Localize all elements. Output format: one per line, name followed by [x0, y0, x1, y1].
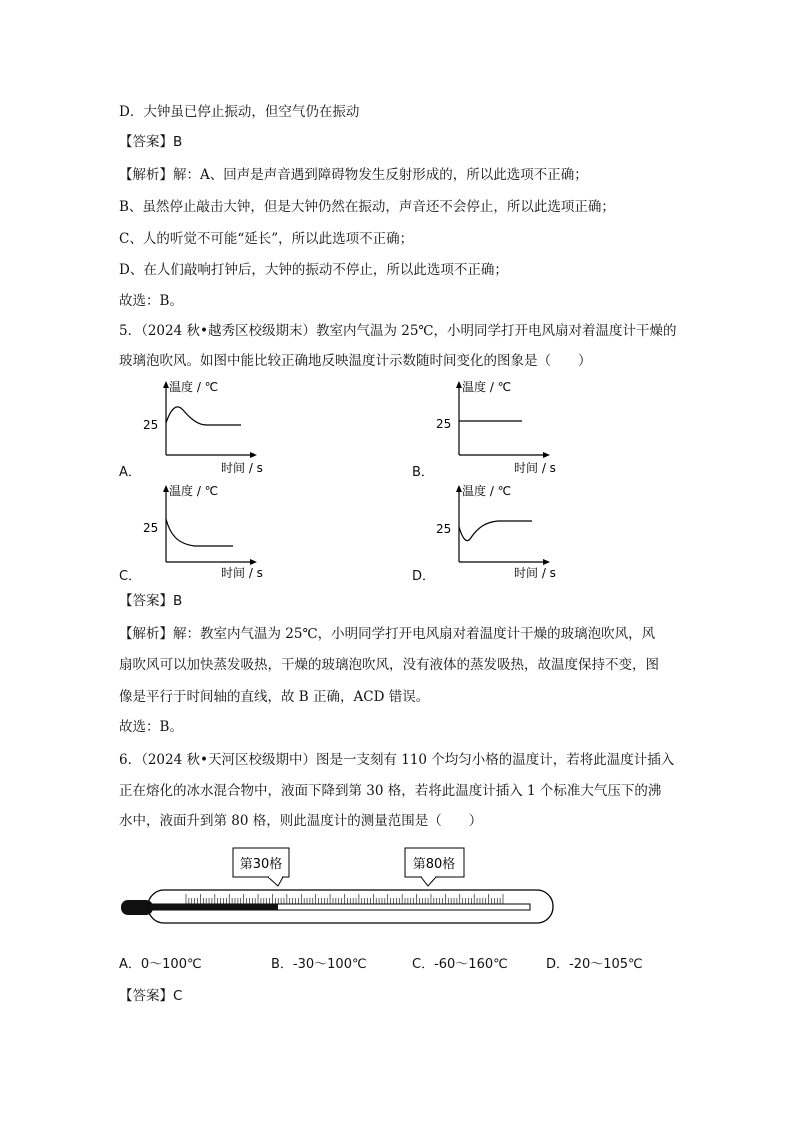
analysis-line: 【解析】解：教室内气温为 25℃，小明同学打开电风扇对着温度计干燥的玻璃泡吹风，风: [119, 626, 656, 642]
option-d-text: D．大钟虽已停止振动，但空气仍在振动: [119, 104, 360, 120]
answer-label: 【答案】B: [119, 593, 183, 609]
callout-80-label: 第80格: [412, 857, 456, 872]
x-axis-label: 时间 / s: [514, 566, 556, 580]
selection-line: 故选：B。: [119, 719, 183, 735]
choice-a: A．0～100℃: [119, 957, 202, 972]
x-axis-label: 时间 / s: [221, 461, 263, 475]
graph-a: [135, 378, 275, 478]
graph-d: [428, 482, 568, 582]
tick-label: 25: [436, 522, 452, 536]
tick-label: 25: [143, 521, 159, 535]
y-axis-label: 温度 / ℃: [462, 380, 512, 394]
question-5-line: 玻璃泡吹风。如图中能比较正确地反映温度计示数随时间变化的图象是（ ）: [119, 353, 592, 369]
option-d-label: D．: [412, 569, 436, 584]
analysis-line: 像是平行于时间轴的直线，故 B 正确，ACD 错误。: [119, 689, 430, 705]
graph-b: [428, 378, 568, 478]
tick-label: 25: [436, 417, 452, 431]
analysis-line: D、在人们敲响打钟后，大钟的振动不停止，所以此选项不正确；: [119, 262, 508, 278]
analysis-line: 【解析】解：A、回声是声音遇到障碍物发生反射形成的，所以此选项不正确；: [119, 167, 588, 183]
question-6-line: 正在熔化的冰水混合物中，液面下降到第 30 格，若将此温度计插入 1 个标准大气压下的沸: [119, 783, 662, 799]
callout-30-label: 第30格: [239, 857, 283, 872]
y-axis-label: 温度 / ℃: [462, 484, 512, 498]
choice-d: D．-20～105℃: [546, 957, 643, 972]
analysis-line: 扇吹风可以加快蒸发吸热，干燥的玻璃泡吹风，没有液体的蒸发吸热，故温度保持不变，图: [119, 657, 659, 673]
analysis-line: C、人的听觉不可能“延长”，所以此选项不正确；: [119, 231, 414, 247]
analysis-line: B、虽然停止敲击大钟，但是大钟仍然在振动，声音还不会停止，所以此选项正确；: [119, 199, 615, 215]
choice-c: C．-60～160℃: [412, 957, 508, 972]
selection-line: 故选：B。: [119, 293, 183, 309]
option-c-label: C．: [119, 569, 142, 584]
option-a-label: A．: [119, 465, 141, 480]
option-b-label: B．: [412, 465, 434, 480]
x-axis-label: 时间 / s: [514, 461, 556, 475]
question-6-line: 6．（2024 秋•天河区校级期中）图是一支刻有 110 个均匀小格的温度计，若将此温度计插入: [119, 752, 675, 768]
choice-b: B．-30～100℃: [271, 957, 367, 972]
x-axis-label: 时间 / s: [221, 566, 263, 580]
y-axis-label: 温度 / ℃: [169, 484, 219, 498]
question-6-line: 水中，液面升到第 80 格，则此温度计的测量范围是（ ）: [119, 813, 483, 829]
thermometer-diagram: [118, 842, 563, 932]
question-5-line: 5．（2024 秋•越秀区校级期末）教室内气温为 25℃，小明同学打开电风扇对着温度计干燥的: [119, 323, 677, 339]
y-axis-label: 温度 / ℃: [169, 380, 219, 394]
graph-c: [135, 482, 275, 582]
answer-label: 【答案】C: [119, 988, 183, 1004]
answer-label: 【答案】B: [119, 134, 183, 150]
tick-label: 25: [143, 418, 159, 432]
